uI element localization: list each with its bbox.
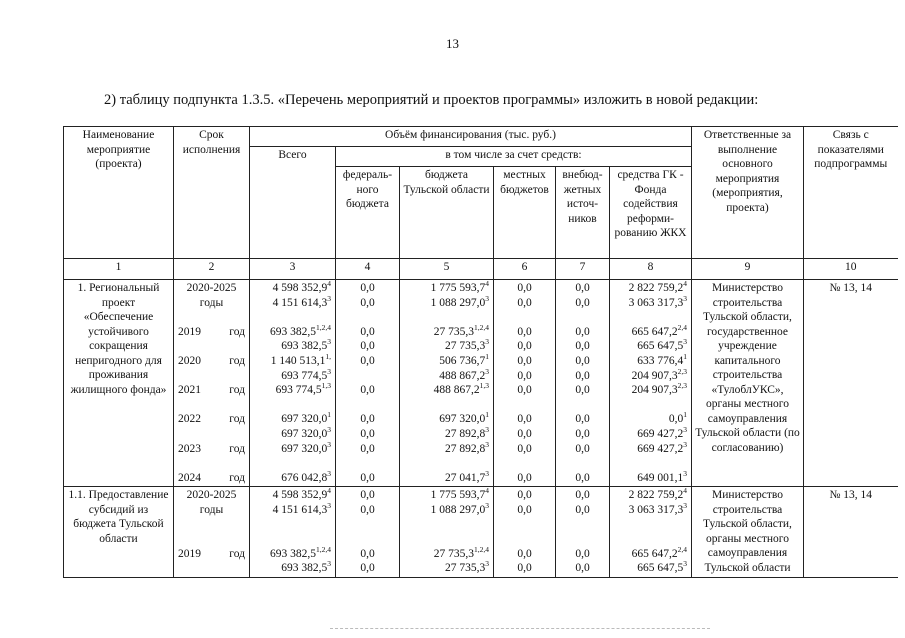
extra-value: 0,0 [575,562,590,575]
header-extra: внебюд-жетных источ-ников [556,167,610,259]
measures-table [63,126,898,578]
bottom-divider [330,628,710,629]
total-value: 4 598 352,9$^4$ [272,279,331,294]
responsible-cell: Министерство строительства Тульской области, органы местного самоуправления Тульской области [692,487,804,578]
footnote-ref: 3 [327,559,331,569]
regional-value: 1 775 593,7$^4$ [430,486,489,502]
measure-name: 1. Региональный проект «Обеспечение устойчивого сокращения непригодного для проживания жилищного фонда» [64,280,174,487]
footnote-ref: 3 [485,468,489,478]
regional-value: 697 320,0$^1$ [439,410,489,426]
term-line: 2019 год [178,325,245,338]
footnote-ref: 3 [327,439,331,449]
total-value: 4 151 614,3$^3$ [272,293,331,309]
fund-value: $0,0^1$ [668,410,687,426]
extra-value: 0,0 [575,489,590,502]
term-line: 2023 год [178,442,245,455]
spacer [558,518,607,533]
footnote-ref: 1,2,4 [316,322,331,332]
local-value: 0,0 [517,384,532,397]
term-line [176,427,247,442]
spacer [496,532,553,547]
extra-value: 0,0 [575,282,590,294]
footnote-ref: 1,3 [479,381,489,391]
footnote-ref: 4 [327,486,331,496]
extra-value: 0,0 [575,427,590,440]
regional-value: 27 041,7$^3$ [445,468,489,484]
term-line [176,561,247,576]
footnote-ref: 1 [683,410,687,420]
federal-value [338,369,397,384]
regional-cell [400,487,494,578]
local-value: 0,0 [517,489,532,502]
fund-value: 665 647,2$^{2,4}$ [631,544,687,560]
column-number: 5 [400,259,494,280]
footnote-ref: 4 [683,279,687,288]
extra-value: 0,0 [575,471,590,484]
total-value: 693 382,5$^{1,2,4}$ [270,544,331,560]
footnote-ref: 2,3 [677,366,687,376]
fund-cell [610,487,692,578]
total-cell [250,280,336,487]
total-value: 693 382,5$^{1,2,4}$ [270,322,331,338]
spacer [338,398,397,413]
spacer [252,456,333,471]
extra-value: 0,0 [575,354,590,367]
extra-value: 0,0 [575,325,590,338]
header-responsible: Ответственные за выполнение основного мероприятия (мероприятия, проекта) [692,127,804,259]
header-volume: Объём финансирования (тыс. руб.) [250,127,692,147]
local-value: 0,0 [517,471,532,484]
spacer [496,518,553,533]
column-number: 3 [250,259,336,280]
extra-value: 0,0 [575,384,590,397]
indicator-link-cell: № 13, 14 [804,487,898,578]
spacer [176,456,247,471]
federal-cell [336,487,400,578]
term-line: 2021 год [178,384,245,397]
footnote-ref: 3 [327,337,331,347]
header-including: в том числе за счет средств: [336,147,692,167]
table-row [64,487,898,578]
footnote-ref: 4 [485,486,489,496]
term-line: 2022 год [178,413,245,426]
spacer [612,456,689,471]
footnote-ref: 4 [327,279,331,288]
fund-value: 669 427,2$^3$ [637,424,687,440]
regional-value: 27 735,3$^{1,2,4}$ [433,322,489,338]
fund-value: 204 907,3$^{2,3}$ [631,381,687,397]
regional-value: 506 736,7$^1$ [439,351,489,367]
footnote-ref: 3 [485,337,489,347]
federal-value: 0,0 [360,442,375,455]
page-number: 13 [446,36,459,51]
regional-cell [400,280,494,487]
footnote-ref: 3 [327,293,331,303]
spacer [338,310,397,325]
footnote-ref: 1 [327,410,331,420]
spacer [558,456,607,471]
federal-value: 0,0 [360,296,375,309]
column-number: 6 [494,259,556,280]
footnote-ref: 3 [683,424,687,434]
extra-value: 0,0 [575,547,590,560]
total-value: 697 320,0$^1$ [281,410,331,426]
fund-value: 665 647,2$^{2,4}$ [631,322,687,338]
local-value: 0,0 [517,427,532,440]
term-line: 2019 год [178,547,245,560]
local-cell [494,487,556,578]
column-number: 8 [610,259,692,280]
federal-value: 0,0 [360,413,375,426]
fund-value: 3 063 317,3$^3$ [628,293,687,309]
total-value: 4 598 352,9$^4$ [272,486,331,502]
spacer [496,456,553,471]
footnote-ref: 4 [683,486,687,496]
spacer [496,398,553,413]
column-number: 9 [692,259,804,280]
regional-value: 27 735,3$^{1,2,4}$ [433,544,489,560]
footnote-ref: 1 [683,351,687,361]
footnote-ref: 3 [485,559,489,569]
footnote-ref: 3 [327,424,331,434]
extra-value: 0,0 [575,503,590,516]
total-value: 1 140 $513,1^{1,}$ [270,351,331,367]
term-cell [174,487,250,578]
footnote-ref: 3 [683,559,687,569]
footnote-ref: 3 [683,293,687,303]
extra-value: 0,0 [575,413,590,426]
federal-value: 0,0 [360,282,375,294]
footnote-ref: 4 [485,279,489,288]
header-total: Всего [250,147,336,259]
spacer [252,398,333,413]
federal-cell [336,280,400,487]
footnote-ref: 3 [327,468,331,478]
fund-value: 665 647,5$^3$ [637,559,687,575]
column-number: 2 [174,259,250,280]
header-fund: средства ГК - Фонда содействия реформи-рованию ЖКХ [610,167,692,259]
footnote-ref: 2,3 [677,381,687,391]
header-term: Срок исполнения [174,127,250,259]
total-value: 4 151 614,3$^3$ [272,500,331,516]
column-number-row [64,259,898,280]
local-value: 0,0 [517,413,532,426]
fund-value: 204 907,3$^{2,3}$ [631,366,687,382]
term-cell [174,280,250,487]
total-value: 693 382,5$^3$ [281,559,331,575]
federal-value: 0,0 [360,471,375,484]
footnote-ref: 1 [485,410,489,420]
local-value: 0,0 [517,562,532,575]
regional-value: 27 735,3$^3$ [445,559,489,575]
regional-value: 27 892,8$^3$ [445,439,489,455]
total-value: 697 320,0$^3$ [281,424,331,440]
extra-value: 0,0 [575,369,590,382]
footnote-ref: 1, [325,351,331,361]
extra-value: 0,0 [575,296,590,309]
local-value: 0,0 [517,503,532,516]
fund-value: 669 427,2$^3$ [637,439,687,455]
term-line [176,339,247,354]
extra-cell [556,280,610,487]
federal-value: 0,0 [360,354,375,367]
column-number: 1 [64,259,174,280]
footnote-ref: 1,2,4 [474,544,489,554]
footnote-ref: 1,2,4 [474,322,489,332]
footnote-ref: 3 [485,366,489,376]
fund-value: 2 822 759,2$^4$ [628,279,687,294]
term-line: годы [199,296,224,309]
regional-value: 27 892,8$^3$ [445,424,489,440]
footnote-ref: 3 [485,439,489,449]
footnote-ref: 3 [327,500,331,510]
footnote-ref: 3 [485,293,489,303]
header-regional: бюджета Тульской области [400,167,494,259]
extra-value: 0,0 [575,442,590,455]
footnote-ref: 2,4 [677,544,687,554]
federal-value: 0,0 [360,384,375,397]
spacer [496,310,553,325]
spacer [558,310,607,325]
term-line: 2024 год [178,471,245,484]
responsible-cell: Министерство строительства Тульской области, государственное учреждение капитального строительства «ТулоблУКС», органы местного самоуправления Тульской области (по согласованию) [692,280,804,487]
term-line: 2020 год [178,354,245,367]
local-value: 0,0 [517,547,532,560]
footnote-ref: 3 [327,366,331,376]
local-value: 0,0 [517,369,532,382]
term-line [176,369,247,384]
indicator-link-cell: № 13, 14 [804,280,898,487]
spacer [402,456,491,471]
spacer [176,398,247,413]
footnote-ref: 3 [485,500,489,510]
fund-value: 665 647,5$^3$ [637,337,687,353]
regional-value: 488 867,2$^{1,3}$ [433,381,489,397]
header-name: Наименование мероприятие (проекта) [64,127,174,259]
spacer [402,518,491,533]
footnote-ref: 3 [683,337,687,347]
local-value: 0,0 [517,282,532,294]
header-federal: федераль-ного бюджета [336,167,400,259]
federal-value: 0,0 [360,503,375,516]
spacer [176,518,247,533]
local-cell [494,280,556,487]
term-line: годы [199,503,224,516]
footnote-ref: 2,4 [677,322,687,332]
federal-value: 0,0 [360,427,375,440]
footnote-ref: 3 [683,500,687,510]
footnote-ref: 1,3 [321,381,331,391]
fund-value: 649 001,1$^3$ [637,468,687,484]
footnote-ref: 3 [485,424,489,434]
regional-value: 1 088 297,0$^3$ [430,500,489,516]
footnote-ref: 1,2,4 [316,544,331,554]
regional-value: 1 088 297,0$^3$ [430,293,489,309]
spacer [402,398,491,413]
spacer [338,518,397,533]
fund-value: 3 063 317,3$^3$ [628,500,687,516]
regional-value: 488 867,2$^3$ [439,366,489,382]
header-local: местных бюджетов [494,167,556,259]
local-value: 0,0 [517,354,532,367]
federal-value: 0,0 [360,340,375,353]
fund-cell [610,280,692,487]
footnote-ref: 3 [683,439,687,449]
total-value: 693 774,5$^3$ [281,366,331,382]
local-value: 0,0 [517,442,532,455]
total-cell [250,487,336,578]
term-line: 2020-2025 [186,282,237,294]
spacer [558,532,607,547]
extra-cell [556,487,610,578]
spacer [558,398,607,413]
spacer [612,518,689,533]
total-value: 676 042,8$^3$ [281,468,331,484]
intro-text: 2) таблицу подпункта 1.3.5. «Перечень мероприятий и проектов программы» изложить в новой редакции: [104,92,759,108]
total-value: 693 382,5$^3$ [281,337,331,353]
federal-value: 0,0 [360,562,375,575]
column-number: 4 [336,259,400,280]
federal-value: 0,0 [360,547,375,560]
extra-value: 0,0 [575,340,590,353]
regional-value: 1 775 593,7$^4$ [430,279,489,294]
federal-value: 0,0 [360,325,375,338]
spacer [252,518,333,533]
federal-value: 0,0 [360,489,375,502]
footnote-ref: 3 [683,468,687,478]
local-value: 0,0 [517,296,532,309]
spacer [338,456,397,471]
spacer [338,532,397,547]
spacer [176,532,247,547]
total-value: 697 320,0$^3$ [281,439,331,455]
local-value: 0,0 [517,325,532,338]
header-link: Связь с показателями подпрограммы [804,127,898,259]
column-number: 7 [556,259,610,280]
regional-value: 27 735,3$^3$ [445,337,489,353]
fund-value: 2 822 759,2$^4$ [628,486,687,502]
footnote-ref: 1 [485,351,489,361]
table-row [64,280,898,487]
measure-name: 1.1. Предоставление субсидий из бюджета Тульской области [64,487,174,578]
spacer [176,310,247,325]
column-number: 10 [804,259,898,280]
spacer [612,398,689,413]
total-value: 693 774,5$^{1,3}$ [275,381,331,397]
fund-value: 633 776,4$^1$ [637,351,687,367]
local-value: 0,0 [517,340,532,353]
term-line: 2020-2025 [186,489,237,502]
